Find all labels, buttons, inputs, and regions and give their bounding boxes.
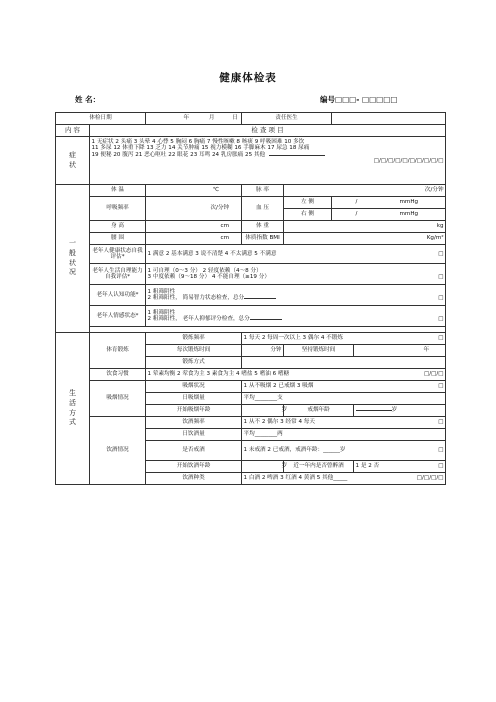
bp-label: 血 压 [242, 197, 284, 221]
height-label: 身 高 [90, 221, 146, 233]
smoke-daily-field[interactable]: 平均________支 [242, 393, 446, 405]
bp-left-label: 左 侧 [284, 197, 332, 209]
life-self-options[interactable]: 1 可自理（0～3 分） 2 轻度依赖（4～8 分） 3 中度依赖（9～18 分） 4 不能自理（≥19 分） □ [146, 264, 446, 285]
ex-years-field[interactable]: 年 [354, 345, 446, 357]
weight-label: 体 重 [242, 221, 284, 233]
drink-quit-options[interactable]: 1 未戒酒 2 已戒酒，戒酒年龄：______岁 □ [242, 441, 446, 461]
temp-field[interactable]: ℃ [146, 185, 242, 197]
form-title: 健康体检表 [219, 72, 277, 84]
symptom-checkboxes[interactable]: □/□/□/□/□/□/□/□/□/□ [373, 158, 444, 165]
symptom-options-line1: 1 无症状 2 头痛 3 头晕 4 心悸 5 胸闷 6 胸痛 7 慢性咳嗽 8 咳痰 9 呼吸困难 10 多饮 [91, 139, 305, 145]
waist-field[interactable]: cm [146, 233, 242, 245]
drink-start-field[interactable]: 岁 [242, 461, 284, 473]
smoke-status-label: 吸烟状况 [146, 381, 242, 393]
emotion-label: 老年人情感状态* [90, 306, 146, 327]
diet-options[interactable]: 1 荤素均衡 2 荤食为主 3 素食为主 4 嗜盐 5 嗜油 6 嗜糖 □/□/□ [146, 369, 446, 381]
lifestyle-section-label: 生 活 方 式 [56, 333, 90, 485]
drink-daily-field[interactable]: 平均________两 [242, 429, 446, 441]
symptom-options-line3: 19 便秘 20 腹泻 21 恶心呕吐 22 眼花 23 耳鸣 24 乳房胀痛 25 其他 [92, 152, 444, 158]
content-header: 内 容 [56, 125, 90, 137]
exam-date-field[interactable]: 年 月 日 [146, 113, 242, 125]
ex-freq-options[interactable]: 1 每天 2 每周一次以上 3 偶尔 4 不锻炼 □ [242, 333, 446, 345]
cognitive-label: 老年人认知功能* [90, 285, 146, 306]
exam-date-label: 体检日期 [56, 113, 146, 125]
ex-freq-label: 锻炼频率 [146, 333, 242, 345]
health-exam-table [55, 112, 446, 485]
symptoms-section-label: 症 状 [56, 137, 90, 185]
pulse-field[interactable]: 次/分钟 [284, 185, 446, 197]
health-self-options[interactable]: 1 满意 2 基本满意 3 说不清楚 4 不太满意 5 不满意 □ [146, 245, 446, 264]
emotion-options[interactable]: 1 粗筛阴性 2 粗筛阳性， 老年人抑郁评分检查，总分 □ [146, 306, 446, 327]
height-field[interactable]: cm [146, 221, 242, 233]
cognitive-options[interactable]: 1 粗筛阴性 2 粗筛阳性， 简易智力状态检查，总分 □ [146, 285, 446, 306]
ex-mode-field[interactable] [242, 357, 446, 369]
drink-type-options[interactable]: 1 白酒 2 啤酒 3 红酒 4 黄酒 5 其他_____ □/□/□/□ [242, 473, 446, 485]
doctor-field[interactable] [332, 113, 446, 125]
drink-drunk-label: 近一年内是否曾醉酒 [284, 461, 354, 473]
smoke-start-label: 开始吸烟年龄 [146, 405, 242, 417]
smoke-daily-label: 日吸烟量 [146, 393, 242, 405]
ex-time-field[interactable]: 分钟 [242, 345, 284, 357]
doctor-label: 责任医生 [242, 113, 332, 125]
smoke-quit-label: 戒烟年龄 [284, 405, 354, 417]
exercise-label: 体育锻炼 [90, 333, 146, 369]
health-self-label: 老年人健康状态自我评估* [90, 245, 146, 264]
drink-freq-label: 饮酒频率 [146, 417, 242, 429]
items-header: 检 查 项 目 [90, 125, 446, 137]
number-label: 编号□□□- □□□□□ [320, 95, 398, 104]
bp-right-label: 右 侧 [284, 209, 332, 221]
general-section-label: 一 般 状 况 [56, 185, 90, 333]
drink-quit-label: 是否戒酒 [146, 441, 242, 461]
smoke-quit-field[interactable]: 岁 [354, 405, 446, 417]
bmi-field[interactable]: Kg/m² [284, 233, 446, 245]
drink-freq-options[interactable]: 1 从不 2 偶尔 3 经常 4 每天 □ [242, 417, 446, 429]
diet-label: 饮食习惯 [90, 369, 146, 381]
bmi-label: 体质指数 BMI [242, 233, 284, 245]
life-self-label: 老年人生活自理能力自我评估* [90, 264, 146, 285]
bp-left-field[interactable]: / mmHg [332, 197, 446, 209]
name-label: 姓 名： [75, 95, 101, 104]
bp-right-field[interactable]: / mmHg [332, 209, 446, 221]
ex-mode-label: 锻炼方式 [146, 357, 242, 369]
ex-years-label: 坚持锻炼时间 [284, 345, 354, 357]
smoke-label: 吸烟情况 [90, 381, 146, 417]
drink-start-label: 开始饮酒年龄 [146, 461, 242, 473]
drink-label: 饮酒情况 [90, 417, 146, 485]
drink-drunk-options[interactable]: 1 是 2 否 □ [354, 461, 446, 473]
drink-type-label: 饮酒种类 [146, 473, 242, 485]
drink-daily-label: 日饮酒量 [146, 429, 242, 441]
weight-field[interactable]: kg [284, 221, 446, 233]
pulse-label: 脉 率 [242, 185, 284, 197]
symptom-options-line2: 11 多尿 12 体重下降 13 乏力 14 关节肿痛 15 视力模糊 16 手脚麻木 17 尿急 18 尿痛 [91, 145, 310, 152]
ex-time-label: 每次锻炼时间 [146, 345, 242, 357]
resp-label: 呼吸频率 [90, 197, 146, 221]
resp-field[interactable]: 次/分钟 [146, 197, 242, 221]
temp-label: 体 温 [90, 185, 146, 197]
waist-label: 腰 围 [90, 233, 146, 245]
smoke-status-options[interactable]: 1 从不吸烟 2 已戒烟 3 吸烟 □ [242, 381, 446, 393]
smoke-start-field[interactable]: 岁 [242, 405, 284, 417]
